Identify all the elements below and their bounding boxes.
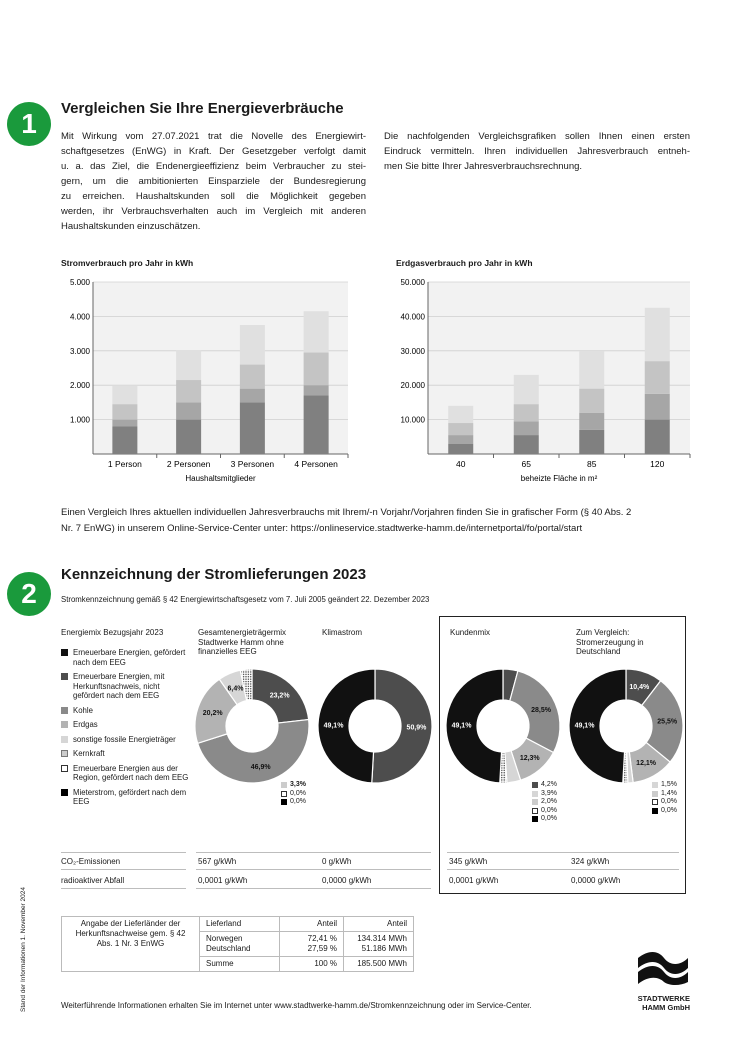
legend-item: Mieterstrom, gefördert nach dem EEG [61, 788, 191, 807]
donut-legend-row: 0,0% [652, 807, 677, 816]
row-divider [196, 888, 431, 889]
bar-segment [112, 404, 137, 419]
bar-segment [304, 311, 329, 352]
bar-segment [514, 435, 539, 454]
x-tick-label: 40 [456, 459, 466, 469]
bar-segment [645, 308, 670, 361]
bar-segment [112, 385, 137, 404]
y-tick-label: 1.000 [69, 415, 90, 425]
logo-text: STADTWERKE HAMM GmbH [637, 994, 690, 1012]
bar-segment [645, 394, 670, 420]
energiemix-title: Energiemix Bezugsjahr 2023 [61, 628, 164, 637]
slice-label: 25,5% [657, 718, 678, 726]
bar-segment [514, 404, 539, 421]
legend-swatch [61, 707, 68, 714]
bar-segment [448, 435, 473, 444]
intro-left: Mit Wirkung vom 27.07.2021 trat die Novelle des Energiewirt- schaftgesetzes (EnWG) in Kraft. Der Gesetzgeber verfolgt damit u. a. das Ziel, die Endenergieeffizienz beim Verbraucher zu stei- gern, um die ambitionierten Einsparziele der Bundesregierung zu erreichen. Haushaltskunden soll die Möglichkeit gegeben werden, ihr Verbrauchsverhalten auch im Vergleich mit anderen Haushaltskunden einzuschätzen. [61, 131, 366, 232]
bar-segment [514, 375, 539, 404]
slice-label: 49,1% [323, 722, 344, 730]
donut-legend-row: 0,0% [532, 815, 557, 824]
co2-value: 0 g/kWh [322, 857, 352, 866]
bar-segment [176, 351, 201, 380]
swatch-outline [652, 799, 658, 805]
row-divider [196, 869, 431, 870]
bar-segment [112, 420, 137, 427]
bar-segment [304, 385, 329, 395]
legend-swatch [61, 789, 68, 796]
mix-header-gesamt: Gesamtenergieträgermix Stadtwerke Hamm ohne finanzielles EEG [198, 628, 287, 656]
slice-label: 10,4% [629, 684, 650, 692]
legend-item: sonstige fossile Energieträger [61, 735, 191, 745]
waste-label: radioaktiver Abfall [61, 876, 125, 885]
donut-gesamt [192, 666, 312, 788]
swatch-black [652, 808, 658, 814]
x-tick-label: 120 [650, 459, 665, 469]
table-cell: 185.500 MWh [344, 957, 414, 972]
slice-label: 6,4% [227, 685, 244, 693]
legend-swatch [61, 750, 68, 757]
mix-header-deutschland: Zum Vergleich: Stromerzeugung in Deutschland [576, 628, 644, 656]
table-cell: 134.314 MWh 51.186 MWh [344, 932, 414, 957]
y-tick-label: 40.000 [400, 312, 425, 322]
slice-label: 12,1% [636, 759, 657, 767]
donut-legend-row: 0,0% [532, 807, 557, 816]
y-tick-label: 20.000 [400, 381, 425, 391]
table-cell: 100 % [280, 957, 344, 972]
bar-segment [579, 413, 604, 430]
swatch-dark [532, 782, 538, 788]
x-tick-label: 1 Person [107, 459, 142, 469]
table-header: Lieferland [200, 917, 280, 932]
legend-swatch [61, 736, 68, 743]
stadtwerke-logo [634, 950, 690, 1012]
waste-value: 0,0001 g/kWh [198, 876, 248, 885]
bar-segment [645, 420, 670, 454]
row-divider [61, 852, 186, 853]
bar-segment [514, 421, 539, 435]
swatch-light [652, 782, 658, 788]
section-2-title: Kennzeichnung der Stromlieferungen 2023 [61, 566, 367, 583]
row-divider [61, 888, 186, 889]
footer-text: Weiterführende Informationen erhalten Sie im Internet unter www.stadtwerke-hamm.de/Stromkennzeichnung oder im Service-Center. [61, 1001, 532, 1010]
bar-segment [579, 389, 604, 413]
donut-legend-row: 0,0% [652, 798, 677, 807]
y-tick-label: 10.000 [400, 415, 425, 425]
strom-chart-title: Stromverbrauch pro Jahr in kWh [61, 258, 194, 268]
gas-bar-chart [385, 272, 695, 494]
bar-segment [240, 389, 265, 403]
donut-legend-row: 4,2% [532, 781, 557, 790]
x-axis-label: beheizte Fläche in m² [520, 474, 598, 483]
swatch-dots [281, 782, 287, 788]
y-tick-label: 3.000 [69, 346, 90, 356]
waste-value: 0,0000 g/kWh [571, 876, 621, 885]
x-tick-label: 4 Personen [294, 459, 338, 469]
co2-value: 324 g/kWh [571, 857, 610, 866]
swatch-black [532, 816, 538, 822]
donut-deutschland [566, 666, 686, 788]
lieferland-caption: Angabe der Lieferländer der Herkunftsnachweise gem. § 42 Abs. 1 Nr. 3 EnWG [62, 917, 200, 972]
legend-item: Erdgas [61, 720, 191, 730]
donut-legend-row: 0,0% [281, 790, 306, 799]
donut-legend-gesamt [281, 781, 306, 807]
side-note: Stand der Informationen 1. November 2024 [20, 886, 27, 1012]
bar-segment [176, 402, 201, 419]
bar-segment [304, 396, 329, 454]
donut-legend-row: 1,4% [652, 790, 677, 799]
x-axis-label: Haushaltsmitglieder [185, 474, 256, 483]
donut-legend-row: 0,0% [281, 798, 306, 807]
swatch-outline [281, 791, 287, 797]
logo-wave-icon [634, 950, 690, 986]
x-tick-label: 3 Personen [230, 459, 275, 469]
slice-label: 28,5% [531, 706, 551, 714]
legend-swatch [61, 765, 68, 772]
row-divider [447, 852, 679, 853]
slice-label: 49,1% [451, 722, 472, 730]
bar-segment [176, 380, 201, 402]
x-tick-label: 85 [587, 459, 597, 469]
co2-value: 345 g/kWh [449, 857, 488, 866]
mix-header-kundenmix: Kundenmix [450, 628, 491, 637]
donut-kundenmix [443, 666, 563, 788]
section-2-badge: 2 [7, 572, 51, 616]
row-divider [196, 852, 431, 853]
x-tick-label: 2 Personen [166, 459, 211, 469]
bar-segment [448, 423, 473, 435]
intro-right: Die nachfolgenden Vergleichsgrafiken sollen Ihnen einen ersten Eindruck vermitteln. Ihren individuellen Jahresverbrauch entneh- men Sie bitte Ihrer Jahresverbrauchsrechnung. [384, 131, 690, 172]
table-cell: Norwegen Deutschland [200, 932, 280, 957]
section-1-badge: 1 [7, 102, 51, 146]
table-header: Anteil [280, 917, 344, 932]
y-tick-label: 2.000 [69, 381, 90, 391]
legend-item: Kohle [61, 706, 191, 716]
row-divider [447, 869, 679, 870]
bar-segment [240, 365, 265, 389]
co2-label: CO₂-Emissionen [61, 857, 121, 866]
bar-segment [448, 406, 473, 423]
y-tick-label: 50.000 [400, 278, 425, 287]
bar-segment [579, 430, 604, 454]
compare-text: Einen Vergleich Ihres aktuellen individuellen Jahresverbrauchs mit Ihrem/-n Vorjahr/Vorjahren finden Sie in grafischer Form (§ 40 Abs. 2 Nr. 7 EnWG) in unserem Online-Service-Center unter: https://onlineservice.stadtwerke-hamm.de/internetportal/fo/portal/start [61, 507, 632, 534]
swatch-dots [532, 799, 538, 805]
bar-segment [304, 353, 329, 386]
y-tick-label: 30.000 [400, 346, 425, 356]
waste-value: 0,0001 g/kWh [449, 876, 499, 885]
bar-segment [176, 420, 201, 454]
swatch-outline [532, 808, 538, 814]
legend-swatch [61, 721, 68, 728]
slice-label: 46,9% [250, 764, 271, 772]
donut-legend-deutschland [652, 781, 677, 815]
energiemix-legend [61, 648, 191, 812]
table-cell: Summe [200, 957, 280, 972]
lieferland-table [61, 916, 414, 972]
table-cell: 72,41 % 27,59 % [280, 932, 344, 957]
bar-segment [645, 361, 670, 394]
strom-bar-chart [55, 272, 355, 494]
table-header: Anteil [344, 917, 414, 932]
waste-value: 0,0000 g/kWh [322, 876, 372, 885]
section-2-subtitle: Stromkennzeichnung gemäß § 42 Energiewirtschaftsgesetz vom 7. Juli 2005 geändert 22. Dezember 2023 [61, 595, 430, 604]
swatch-light [532, 791, 538, 797]
donut-legend-row: 2,0% [532, 798, 557, 807]
slice-label: 23,2% [269, 692, 290, 700]
legend-item: Erneuerbare Energien, gefördert nach dem EEG [61, 648, 191, 667]
donut-legend-row: 3,9% [532, 790, 557, 799]
donut-klimastrom [315, 666, 435, 788]
donut-legend-row: 1,5% [652, 781, 677, 790]
bar-segment [579, 351, 604, 388]
bar-segment [240, 402, 265, 454]
slice-label: 49,1% [574, 722, 595, 730]
slice-label: 50,9% [406, 724, 427, 732]
co2-value: 567 g/kWh [198, 857, 237, 866]
slice-label: 20,2% [202, 710, 223, 718]
legend-item: Erneuerbare Energien aus der Region, gefördert nach dem EEG [61, 764, 191, 783]
legend-item: Kernkraft [61, 749, 191, 759]
gas-chart-title: Erdgasverbrauch pro Jahr in kWh [396, 258, 533, 268]
slice-label: 12,3% [519, 755, 540, 763]
mix-header-klimastrom: Klimastrom [322, 628, 363, 637]
swatch-black [281, 799, 287, 805]
bar-segment [448, 444, 473, 454]
legend-swatch [61, 649, 68, 656]
x-tick-label: 65 [521, 459, 531, 469]
row-divider [61, 869, 186, 870]
bar-segment [240, 325, 265, 365]
section-1-title: Vergleichen Sie Ihre Energieverbräuche [61, 100, 344, 117]
legend-item: Erneuerbare Energien, mit Herkunftsnachweis, nicht gefördert nach dem EEG [61, 672, 191, 701]
y-tick-label: 5.000 [69, 278, 90, 287]
donut-legend-kundenmix [532, 781, 557, 824]
swatch-dots [652, 791, 658, 797]
legend-swatch [61, 673, 68, 680]
y-tick-label: 4.000 [69, 312, 90, 322]
bar-segment [112, 426, 137, 454]
donut-legend-row: 3,3% [281, 781, 306, 790]
